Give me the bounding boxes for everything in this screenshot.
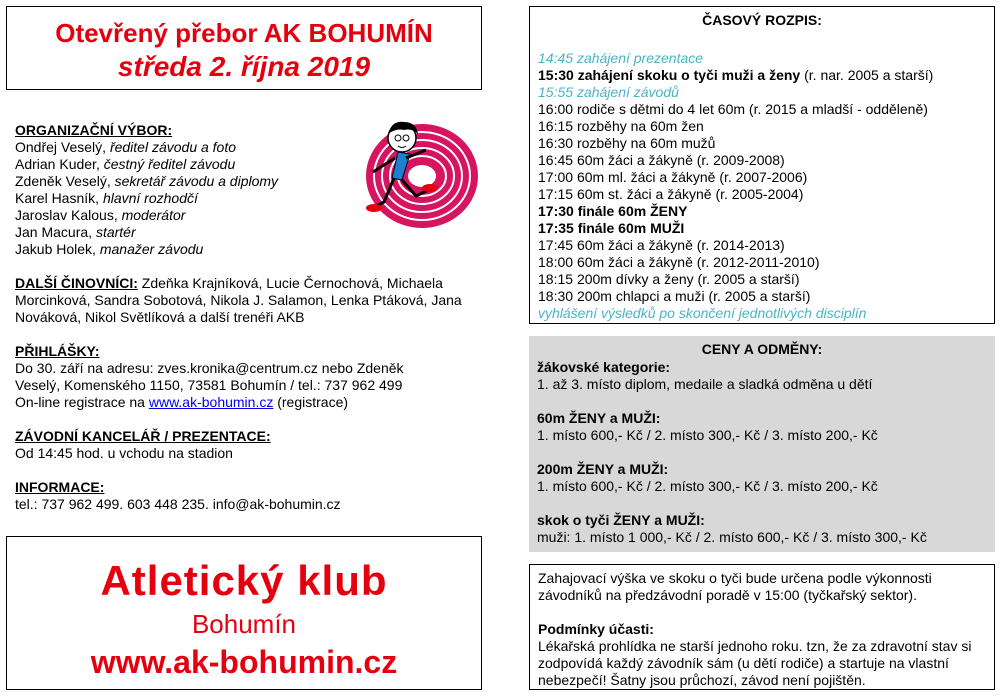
club-city: Bohumín bbox=[191, 609, 297, 639]
schedule-row bbox=[538, 50, 986, 67]
prize-group-title: 200m ŽENY a MUŽI: bbox=[537, 461, 669, 477]
schedule-row bbox=[538, 186, 986, 203]
schedule-time: 15:30 bbox=[538, 67, 574, 83]
event-date: středa 2. října 2019 bbox=[117, 51, 371, 82]
prize-group-text: 1. až 3. místo diplom, medaile a sladká odměna u dětí bbox=[537, 376, 873, 392]
club-box bbox=[6, 536, 482, 690]
schedule-event: 60m ml. žáci a žákyně (r. 2007-2006) bbox=[576, 169, 808, 185]
schedule-time: 17:45 bbox=[538, 237, 574, 253]
schedule-time: 14:45 bbox=[538, 50, 574, 66]
event-title: Otevřený přebor AK BOHUMÍN bbox=[55, 18, 433, 48]
schedule-event: finále 60m ŽENY bbox=[577, 203, 688, 219]
prize-group-title: 60m ŽENY a MUŽI: bbox=[537, 410, 661, 426]
schedule-time: 18:00 bbox=[538, 254, 574, 270]
schedule-event: 60m st. žáci a žákyně (r. 2005-2004) bbox=[576, 186, 804, 202]
schedule-time: 18:15 bbox=[538, 271, 574, 287]
club-name: Atletický klub bbox=[100, 557, 388, 604]
schedule-heading: ČASOVÝ ROZPIS: bbox=[702, 12, 822, 28]
schedule-footer: vyhlášení výsledků po skončení jednotlivých disciplín bbox=[538, 305, 867, 321]
committee-member: Ondřej Veselý, ředitel závodu a foto bbox=[15, 139, 237, 155]
schedule-note: (r. nar. 2005 a starší) bbox=[800, 67, 934, 83]
office-section bbox=[15, 428, 485, 462]
prize-group bbox=[537, 410, 987, 444]
schedule-time: 17:35 bbox=[538, 220, 574, 236]
prize-group bbox=[537, 461, 987, 495]
schedule-row bbox=[538, 135, 986, 152]
schedule-time: 18:30 bbox=[538, 288, 574, 304]
schedule-row bbox=[538, 67, 986, 84]
schedule-event: 60m žáci a žákyně (r. 2009-2008) bbox=[576, 152, 785, 168]
prize-group bbox=[537, 512, 987, 546]
schedule-event: zahájení závodů bbox=[576, 84, 679, 100]
schedule-event: rozběhy na 60m žen bbox=[576, 118, 704, 134]
officials-heading: DALŠÍ ČINOVNÍCI: bbox=[15, 275, 138, 291]
info-text: tel.: 737 962 499. 603 448 235. info@ak-bohumin.cz bbox=[15, 496, 341, 512]
website-link[interactable]: www.ak-bohumin.cz bbox=[148, 394, 274, 410]
schedule-row bbox=[538, 203, 986, 220]
prize-group bbox=[537, 359, 987, 393]
schedule-row bbox=[538, 84, 986, 101]
schedule-event: 200m dívky a ženy (r. 2005 a starší) bbox=[576, 271, 800, 287]
registration-text: Do 30. září na adresu: zves.kronika@centrum.cz nebo Zdeněk Veselý, Komenského 1150, 73581 Bohumín / tel.: 737 962 499 bbox=[15, 360, 404, 393]
vault-note: Zahajovací výška ve skoku o tyči bude určena podle výkonnosti závodníků na předzávodní poradě v 15:00 (tyčkařský sektor). bbox=[538, 570, 932, 603]
schedule-row bbox=[538, 152, 986, 169]
title-box bbox=[6, 6, 482, 90]
schedule-row bbox=[538, 101, 986, 118]
committee-member: Jaroslav Kalous, moderátor bbox=[15, 207, 186, 223]
office-heading: ZÁVODNÍ KANCELÁŘ / PREZENTACE: bbox=[15, 428, 271, 444]
committee-member: Jan Macura, startér bbox=[15, 224, 136, 240]
schedule-event: zahájení skoku o tyči muži a ženy bbox=[577, 67, 801, 83]
prize-group-text: 1. místo 600,- Kč / 2. místo 300,- Kč / 3. místo 200,- Kč bbox=[537, 478, 878, 494]
schedule-event: 200m chlapci a muži (r. 2005 a starší) bbox=[576, 288, 811, 304]
prize-group-title: skok o tyči ŽENY a MUŽI: bbox=[537, 512, 705, 528]
committee-member: Jakub Holek, manažer závodu bbox=[15, 241, 204, 257]
schedule-row bbox=[538, 254, 986, 271]
schedule-time: 17:15 bbox=[538, 186, 574, 202]
schedule-event: rodiče s dětmi do 4 let 60m (r. 2015 a mladší - odděleně) bbox=[576, 101, 928, 117]
schedule-row bbox=[538, 118, 986, 135]
schedule-row bbox=[538, 237, 986, 254]
schedule-event: 60m žáci a žákyně (r. 2014-2013) bbox=[576, 237, 785, 253]
notes-box bbox=[529, 564, 995, 690]
schedule-event: 60m žáci a žákyně (r. 2012-2011-2010) bbox=[576, 254, 820, 270]
committee-member: Karel Hasník, hlavní rozhodčí bbox=[15, 190, 198, 206]
office-text: Od 14:45 hod. u vchodu na stadion bbox=[15, 445, 233, 461]
schedule-time: 15:55 bbox=[538, 84, 574, 100]
conditions-text: Lékařská prohlídka ne starší jednoho roku. tzn, že za zdravotní stav si zodpovídá každý závodník sám (u dětí rodiče) a startuje na vlastní nebezpečí! Šatny jsou průchozí, závod není pojištěn. bbox=[538, 638, 972, 688]
prizes-heading: CENY A ODMĚNY: bbox=[701, 341, 823, 357]
committee-member: Adrian Kuder, čestný ředitel závodu bbox=[15, 156, 236, 172]
club-web: www.ak-bohumin.cz bbox=[90, 644, 398, 680]
schedule-event: rozběhy na 60m mužů bbox=[576, 135, 716, 151]
schedule-time: 16:00 bbox=[538, 101, 574, 117]
prize-group-text: 1. místo 600,- Kč / 2. místo 300,- Kč / 3. místo 200,- Kč bbox=[537, 427, 878, 443]
schedule-time: 16:30 bbox=[538, 135, 574, 151]
schedule-time: 16:15 bbox=[538, 118, 574, 134]
schedule-event: finále 60m MUŽI bbox=[577, 220, 685, 236]
schedule-row bbox=[538, 288, 986, 305]
registration-online: On-line registrace na www.ak-bohumin.cz (registrace) bbox=[15, 394, 349, 410]
schedule-row bbox=[538, 220, 986, 237]
registration-heading: PŘIHLÁŠKY: bbox=[15, 343, 100, 359]
committee-heading: ORGANIZAČNÍ VÝBOR: bbox=[15, 122, 173, 138]
schedule-time: 16:45 bbox=[538, 152, 574, 168]
schedule-box bbox=[529, 6, 995, 324]
officials-text: Zdeňka Krajníková, Lucie Černochová, Michaela Morcinková, Sandra Sobotová, Nikola J. Salamon, Lenka Ptáková, Jana Nováková, Nikol Světlíková a další trenéři AKB bbox=[15, 275, 462, 325]
prize-group-title: žákovské kategorie: bbox=[537, 359, 671, 375]
officials-section bbox=[15, 275, 470, 326]
schedule-time: 17:30 bbox=[538, 203, 574, 219]
schedule-list bbox=[538, 50, 986, 305]
left-column bbox=[15, 122, 485, 530]
registration-section bbox=[15, 343, 445, 411]
schedule-time: 17:00 bbox=[538, 169, 574, 185]
committee-member: Zdeněk Veselý, sekretář závodu a diplomy bbox=[15, 173, 279, 189]
conditions-heading: Podmínky účasti: bbox=[538, 621, 654, 637]
committee-section bbox=[15, 122, 485, 258]
prizes-box bbox=[529, 336, 995, 552]
info-heading: INFORMACE: bbox=[15, 479, 105, 495]
info-section bbox=[15, 479, 485, 513]
prize-group-text: muži: 1. místo 1 000,- Kč / 2. místo 600,- Kč / 3. místo 300,- Kč bbox=[537, 529, 927, 545]
schedule-row bbox=[538, 169, 986, 186]
schedule-event: zahájení prezentace bbox=[576, 50, 704, 66]
schedule-row bbox=[538, 271, 986, 288]
